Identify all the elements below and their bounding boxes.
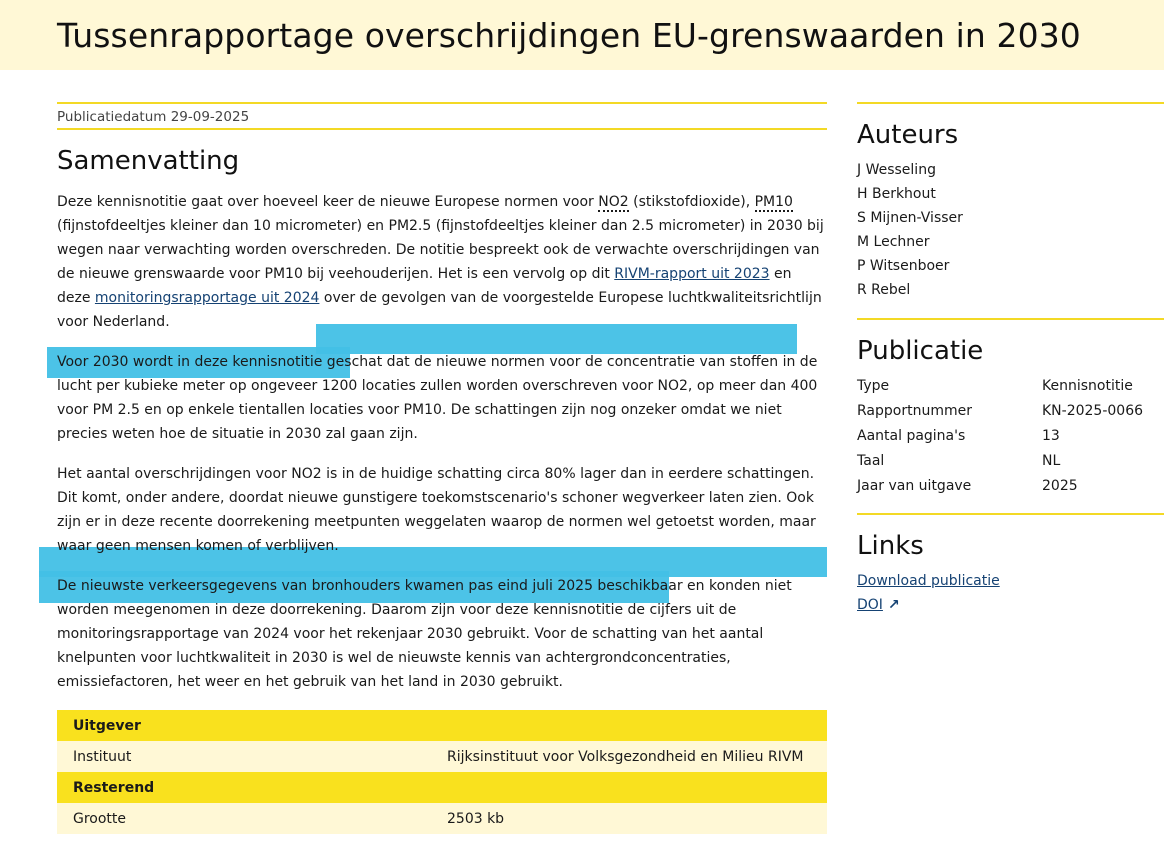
table-header-resterend: Resterend [57, 772, 827, 803]
monitoring-report-2024-link[interactable]: monitoringsrapportage uit 2024 [94, 290, 320, 306]
links-section [857, 513, 1164, 617]
rivm-report-2023-link[interactable]: RIVM-rapport uit 2023 [614, 266, 770, 282]
summary-paragraph-2: Voor 2030 wordt in deze kennisnotitie geschat dat de nieuwe normen voor de concentratie van stoffen in de lucht per kubieke meter op ongeveer 1200 locaties zullen worden overschreven voor NO2, op meer dan 400 voor PM 2.5 en op enkele tientallen locaties voor PM10. De schattingen zijn nog onzeker omdat we niet precies weten hoe de situatie in 2030 zal gaan zijn. [57, 354, 818, 442]
detail-row: Aantal pagina's 13 [857, 428, 1060, 444]
authors-heading: Auteurs [857, 120, 959, 150]
abbr-pm10[interactable]: PM10 [754, 194, 793, 210]
sidebar [857, 102, 1164, 617]
abbr-no2[interactable]: NO2 [598, 194, 629, 210]
doi-link[interactable]: DOI ↗ [857, 593, 1164, 617]
instituut-label: Instituut [57, 741, 447, 772]
author-item: M Lechner [857, 234, 930, 250]
summary-heading: Samenvatting [57, 146, 240, 176]
summary-paragraph-1: Deze kennisnotitie gaat over hoeveel keer de nieuwe Europese normen voor NO2 (stikstofdioxide), PM10 (fijnstofdeeltjes kleiner dan 10 micrometer) en PM2.5 (fijnstofdeeltjes kleiner dan 2.5 micrometer) in 2030 bij wegen naar verwachting worden overschreden. De notitie bespreekt ook de verwachte overschrijdingen van de nieuwe grenswaarde voor PM10 bij veehouderijen. Het is een vervolg op dit RIVM-rapport uit 2023 en deze monitoringsrapportage uit 2024 over de gevolgen van de voorgestelde Europese luchtkwaliteitsrichtlijn voor Nederland. [57, 194, 824, 330]
publication-date: Publicatiedatum 29-09-2025 [57, 102, 827, 130]
table-row [57, 741, 827, 772]
author-item: J Wesseling [857, 162, 936, 178]
instituut-value: Rijksinstituut voor Volksgezondheid en Milieu RIVM [447, 741, 827, 772]
detail-row: Taal NL [857, 453, 1061, 469]
summary-body [57, 190, 827, 694]
main-content [57, 102, 827, 834]
publication-details [857, 374, 1164, 513]
title-bar [0, 0, 1164, 70]
publication-section [857, 318, 1164, 513]
detail-row: Jaar van uitgave 2025 [857, 478, 1078, 494]
summary-paragraph-4: De nieuwste verkeersgegevens van bronhouders kwamen pas eind juli 2025 beschikbaar en konden niet worden meegenomen in deze doorrekening. Daarom zijn voor deze kennisnotitie de cijfers uit de monitoringsrapportage van 2024 voor het rekenjaar 2030 gebruikt. Voor de schatting van het aantal knelpunten voor luchtkwaliteit in 2030 is wel de nieuwste kennis van achtergrondconcentraties, emissiefactoren, het weer en het gebruik van het land in 2030 gebruikt. [57, 578, 792, 690]
author-item: P Witsenboer [857, 258, 950, 274]
publisher-table [57, 710, 827, 834]
author-item: R Rebel [857, 282, 911, 298]
author-item: S Mijnen-Visser [857, 210, 963, 226]
authors-list [857, 158, 1164, 318]
grootte-value: 2503 kb [447, 803, 827, 834]
table-header-uitgever: Uitgever [57, 710, 827, 741]
detail-row: Type Kennisnotitie [857, 378, 1133, 394]
authors-section [857, 102, 1164, 318]
grootte-label: Grootte [57, 803, 447, 834]
publication-heading: Publicatie [857, 336, 984, 366]
links-heading: Links [857, 531, 924, 561]
external-link-icon: ↗ [887, 597, 900, 613]
download-publication-link[interactable]: Download publicatie [857, 573, 1000, 589]
table-row [57, 803, 827, 834]
detail-row: Rapportnummer KN-2025-0066 [857, 403, 1144, 419]
summary-paragraph-3: Het aantal overschrijdingen voor NO2 is in de huidige schatting circa 80% lager dan in eerdere schattingen. Dit komt, onder andere, doordat nieuwe gunstigere toekomstscenario's schoner wegverkeer laten zien. Ook zijn er in deze recente doorrekening meetpunten weggelaten waarop de normen wel getoetst worden, maar waar geen mensen komen of verblijven. [57, 466, 816, 554]
page-title: Tussenrapportage overschrijdingen EU-grenswaarden in 2030 [57, 16, 1081, 55]
author-item: H Berkhout [857, 186, 936, 202]
